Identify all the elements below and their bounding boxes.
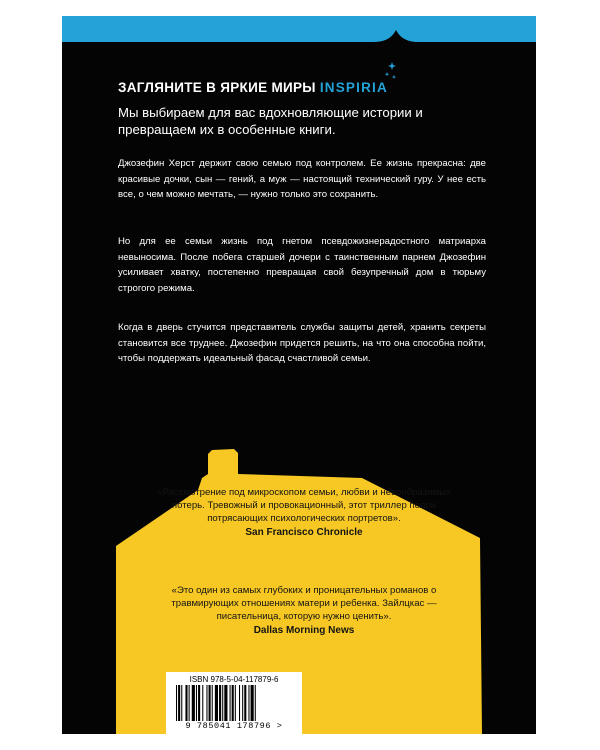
series-heading: [118, 80, 518, 95]
sparkle-icon: [384, 62, 398, 80]
review-quote-2-text: «Это один из самых глубоких и проницательных романов о травмирующих отношениях матери и ребенка. Зайлцкас — писательница, которую нужно ценить».: [171, 585, 437, 622]
series-subtitle: Мы выбираем для вас вдохновляющие истории и превращаем их в особенные книги.: [118, 105, 423, 137]
blue-ribbon-banner: [62, 16, 536, 42]
description-paragraph-3: Когда в дверь стучится представитель службы защиты детей, хранить секреты становится все труднее. Джозефин придется решить, на что она способна пойти, чтобы поддержать идеальный фасад счастливой семьи.: [118, 322, 486, 364]
barcode-digits: 9 785041 178796 >: [185, 721, 283, 731]
review-source-2: Dallas Morning News: [253, 625, 355, 636]
isbn-barcode-box: [166, 672, 302, 734]
review-quote-2: [154, 584, 454, 637]
book-back-cover: [62, 16, 536, 734]
series-heading-title: ЗАГЛЯНИТЕ В ЯРКИЕ МИРЫ: [118, 80, 316, 95]
isbn-label: ISBN 978-5-04-117879-6: [189, 675, 279, 684]
review-source-1: San Francisco Chronicle: [245, 527, 363, 538]
brand-name: INSPIRIA: [319, 80, 388, 95]
description-paragraph-2: Но для ее семьи жизнь под гнетом псевдожизнерадостного матриарха невыносима. После побега старшей дочери с таинственным парнем Джозефин усиливает хватку, постепенно превращая свой безупречный дом в тюрьму строгого режима.: [118, 236, 486, 294]
description-paragraph-1: Джозефин Херст держит свою семью под контролем. Ее жизнь прекрасна: две красивые дочки, сын — гений, а муж — настоящий технический гуру. У нее есть все, о чем можно мечтать, — нужно только это сохранить.: [118, 158, 486, 200]
review-quote-1-text: «Рассмотрение под микроскопом семьи, любви и невообразимых потерь. Тревожный и провокационный, этот триллер полон потрясающих психологических портретов».: [157, 487, 451, 524]
review-quote-1: [154, 486, 454, 539]
barcode-icon: [176, 685, 292, 721]
